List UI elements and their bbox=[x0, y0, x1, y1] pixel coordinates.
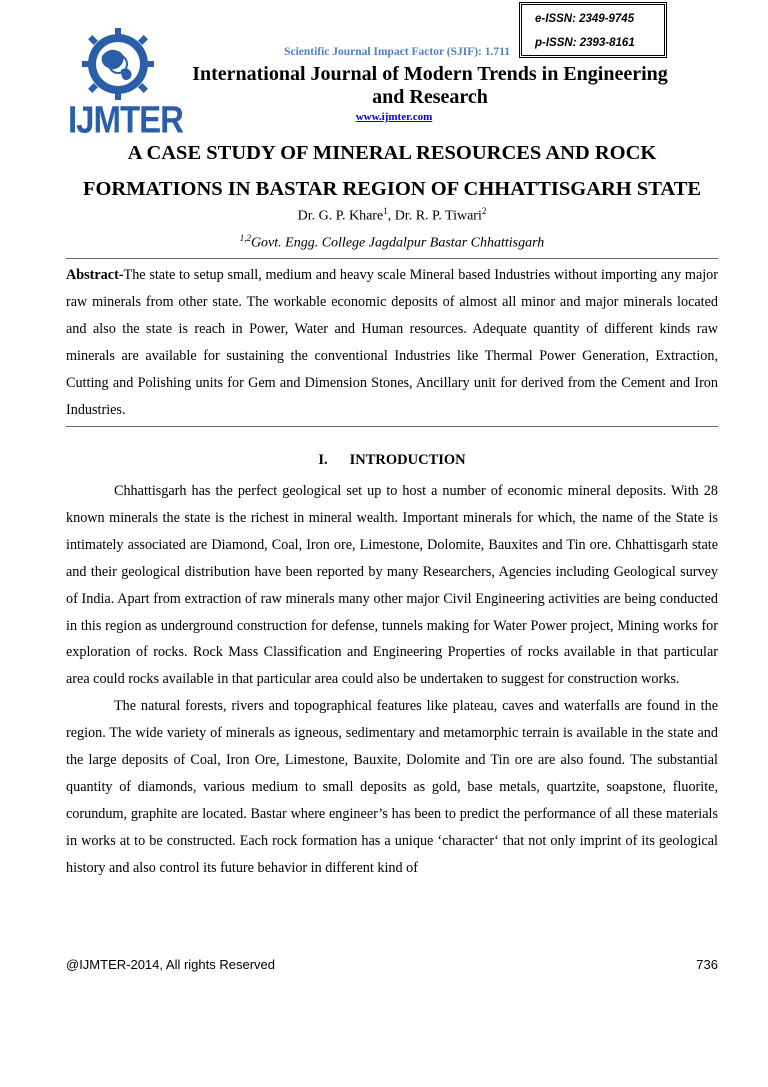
affiliation-sup: 1,2 bbox=[239, 233, 251, 243]
page-number: 736 bbox=[696, 957, 718, 972]
paragraph-2: The natural forests, rivers and topographical features like plateau, caves and waterfalls are found in the region. The wide variety of minerals as igneous, sedimentary and metamorphic terrain is available in the state and the large deposits of Coal, Iron Ore, Limestone, Bauxite, Dolomite and Tin ore are also found. The substantial quantity of diamonds, various medium to small deposits as gold, base metals, quartzite, soapstone, fluorite, corundum, graphite are located. Bastar where engineer’s has been to predict the performance of all these materials in works at to be constructed. Each rock formation has a unique ‘character‘ that not only imprint of its geological history and also control its future behavior in different kind of bbox=[66, 698, 718, 876]
abstract-top-rule bbox=[66, 258, 718, 259]
author-2: Dr. R. P. Tiwari bbox=[394, 208, 482, 224]
author-1: Dr. G. P. Khare bbox=[297, 208, 384, 224]
globe-icon bbox=[88, 34, 148, 94]
author-separator: , bbox=[387, 208, 395, 224]
journal-url-link[interactable]: www.ijmter.com bbox=[355, 111, 433, 123]
logo-wordmark: IJMTER bbox=[68, 98, 184, 141]
abstract-bottom-rule bbox=[66, 426, 718, 427]
affiliation-text: Govt. Engg. College Jagdalpur Bastar Chhattisgarh bbox=[250, 235, 545, 251]
abstract bbox=[66, 262, 718, 424]
section-title: INTRODUCTION bbox=[349, 452, 466, 468]
author-2-sup: 2 bbox=[481, 206, 487, 216]
intro-body bbox=[66, 478, 718, 882]
paragraph-1: Chhattisgarh has the perfect geological set up to host a number of economic mineral deposits. With 28 known minerals the state is the richest in mineral wealth. Important minerals for which, the name of the State is intimately associated are Diamond, Coal, Iron ore, Limestone, Dolomite, Bauxites and Tin ore. Chhattisgarh state and their geological distribution have been reported by many Researchers, Agencies including Geological survey of India. Apart from extraction of raw minerals many other major Civil Engineering activities are being conducted in this region as underground construction for defense, tunnels making for Water Power project, Mining works for exploration of rocks. Rock Mass Classification and Engineering Properties of rocks available in that particular area could rocks available in that particular area could also be undertaken to suggest for construction works. bbox=[66, 483, 718, 688]
eissn: e-ISSN: 2349-9745 bbox=[535, 13, 635, 25]
abstract-label: Abstract- bbox=[66, 267, 124, 283]
pissn: p-ISSN: 2393-8161 bbox=[535, 37, 635, 49]
paper-title: A CASE STUDY OF MINERAL RESOURCES AND ROCK FORMATIONS IN BASTAR REGION OF CHHATTISGARH STATE bbox=[82, 142, 702, 200]
impact-factor: Scientific Journal Impact Factor (SJIF): 1.711 bbox=[284, 46, 510, 58]
footer-copyright: @IJMTER-2014, All rights Reserved bbox=[66, 957, 275, 972]
section-number: I. bbox=[318, 452, 328, 468]
issn-box bbox=[519, 2, 667, 58]
abstract-text: The state to setup small, medium and heavy scale Mineral based Industries without importing any major raw minerals from other state. The workable economic deposits of almost all minor and major minerals located and also the state is reach in Power, Water and Human resources. Adequate quantity of different kinds raw minerals are available for sustaining the conventional Industries like Thermal Power Generation, Extraction, Cutting and Polishing units for Gem and Dimension Stones, Ancillary unit for derived from the Cement and Iron Industries. bbox=[66, 267, 718, 418]
section-heading bbox=[66, 452, 718, 469]
journal-title: International Journal of Modern Trends in Engineering and Research bbox=[192, 63, 668, 108]
affiliation bbox=[66, 233, 718, 252]
authors bbox=[66, 206, 718, 225]
author-1-sup: 1 bbox=[383, 206, 388, 216]
